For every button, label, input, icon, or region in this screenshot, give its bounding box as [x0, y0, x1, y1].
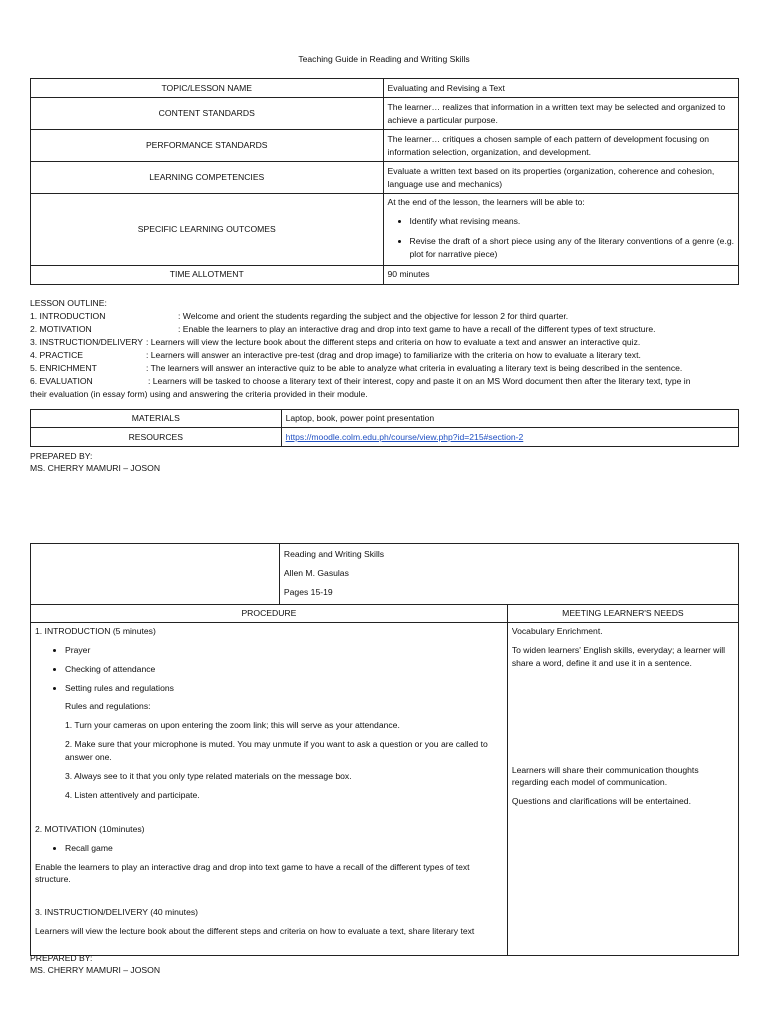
- instruction-text: Learners will view the lecture book about the different steps and criteria on how to evaluate a text, share literary text: [35, 926, 475, 937]
- prepared-by-label: PREPARED BY:: [30, 953, 93, 963]
- materials-label: MATERIALS: [31, 410, 282, 428]
- list-item: [30, 310, 568, 323]
- table-row: [31, 544, 739, 605]
- instruction-heading: 3. INSTRUCTION/DELIVERY (40 minutes): [35, 907, 199, 918]
- outline-label: 2. MOTIVATION: [30, 324, 92, 334]
- book-info: [279, 544, 738, 605]
- table-row: [31, 162, 739, 194]
- materials-table: [30, 409, 739, 447]
- table-row: [31, 79, 739, 98]
- row-label: SPECIFIC LEARNING OUTCOMES: [31, 194, 384, 266]
- row-label: PERFORMANCE STANDARDS: [31, 130, 384, 162]
- outline-label: 6. EVALUATION: [30, 376, 93, 386]
- list-item: [30, 323, 656, 336]
- outline-text: : Welcome and orient the students regarding the subject and the objective for lesson 2 for third quarter.: [178, 311, 569, 321]
- table-row: [31, 130, 739, 162]
- rule-item: 1. Turn your cameras on upon entering the zoom link; this will serve as your attendance.: [65, 720, 400, 731]
- outcomes-intro: At the end of the lesson, the learners will be able to:: [387, 197, 585, 207]
- list-item: • Checking of attendance: [65, 663, 503, 676]
- rule-item: 2. Make sure that your microphone is muted. You may unmute if you want to ask a question or you are called to answer one.: [65, 739, 488, 763]
- table-row: [31, 428, 739, 447]
- table-row: [31, 410, 739, 428]
- prepared-by-name: MS. CHERRY MAMURI – JOSON: [30, 462, 161, 473]
- row-value: [383, 194, 739, 266]
- rule-item: 4. Listen attentively and participate.: [65, 789, 200, 800]
- row-value: The learner… realizes that information in a written text may be selected and organized to achieve a particular purpose.: [383, 98, 739, 130]
- outline-text: : The learners will answer an interactive quiz to be able to analyze what criteria in evaluating a literary text is being described in the sentence.: [146, 363, 683, 373]
- resources-value: [281, 428, 738, 447]
- book-title: Reading and Writing Skills: [283, 549, 385, 559]
- list-item: • Setting rules and regulations: [65, 682, 503, 695]
- book-pages: Pages 15-19: [283, 587, 333, 597]
- outline-text: : Learners will answer an interactive pre-test (drag and drop image) to familiarize with the criteria on how to evaluate a literary text.: [146, 350, 641, 360]
- list-item: [30, 336, 640, 349]
- motivation-text: Enable the learners to play an interactive drag and drop into text game to have a recall of the different types of text structure.: [35, 861, 470, 885]
- row-label: CONTENT STANDARDS: [31, 98, 384, 130]
- resources-link[interactable]: https://moodle.colm.edu.ph/course/view.php?id=215#section-2: [285, 431, 524, 442]
- row-label: TIME ALLOTMENT: [31, 265, 384, 284]
- outline-heading: LESSON OUTLINE:: [30, 298, 107, 308]
- needs-heading: Vocabulary Enrichment.: [511, 625, 603, 636]
- prepared-by-footer: [30, 953, 160, 976]
- motivation-heading: 2. MOTIVATION (10minutes): [35, 823, 145, 834]
- list-item: • Revise the draft of a short piece using any of the literary conventions of a genre (e.g. plot for narrative piece): [410, 235, 735, 261]
- needs-text: Learners will share their communication thoughts regarding each model of communication.: [511, 764, 699, 788]
- needs-text: Questions and clarifications will be entertained.: [511, 796, 691, 807]
- row-label: TOPIC/LESSON NAME: [31, 79, 384, 98]
- list-item: [30, 349, 641, 362]
- row-value: Evaluating and Revising a Text: [383, 79, 739, 98]
- outline-label: 5. ENRICHMENT: [30, 363, 97, 373]
- outline-label: 3. INSTRUCTION/DELIVERY: [30, 337, 144, 347]
- procedure-table: [30, 543, 739, 956]
- materials-value: Laptop, book, power point presentation: [281, 410, 738, 428]
- book-author: Allen M. Gasulas: [283, 568, 349, 578]
- motivation-list: [35, 842, 503, 855]
- prepared-by-name: MS. CHERRY MAMURI – JOSON: [30, 964, 161, 975]
- procedure-header: PROCEDURE: [31, 605, 508, 623]
- list-item: [30, 375, 690, 388]
- list-item: • Recall game: [65, 842, 503, 855]
- rules-heading: Rules and regulations:: [65, 701, 151, 712]
- needs-header: MEETING LEARNER'S NEEDS: [507, 605, 738, 623]
- page-title: Teaching Guide in Reading and Writing Skills: [298, 54, 470, 64]
- row-value: Evaluate a written text based on its properties (organization, coherence and cohesion, language use and mechanics): [383, 162, 739, 194]
- rule-item: 3. Always see to it that you only type related materials on the message box.: [65, 771, 352, 782]
- prepared-by-label: PREPARED BY:: [30, 451, 93, 461]
- outline-continuation: their evaluation (in essay form) using and answering the criteria provided in their module.: [30, 389, 368, 399]
- row-value: The learner… critiques a chosen sample of each pattern of development focusing on information selection, organization, and development.: [383, 130, 739, 162]
- table-row: [31, 194, 739, 266]
- outcomes-list: [388, 215, 735, 261]
- table-row: [31, 98, 739, 130]
- prepared-by: [30, 451, 160, 474]
- row-label: LEARNING COMPETENCIES: [31, 162, 384, 194]
- list-item: [30, 362, 682, 375]
- intro-heading: 1. INTRODUCTION (5 minutes): [35, 625, 156, 636]
- intro-list: [35, 644, 503, 695]
- outline-label: 4. PRACTICE: [30, 350, 84, 360]
- rules-block: [35, 700, 503, 801]
- procedure-content: [31, 622, 508, 955]
- row-value: 90 minutes: [383, 265, 739, 284]
- table-row: [31, 605, 739, 623]
- outline-label: 1. INTRODUCTION: [30, 311, 106, 321]
- list-item: • Prayer: [65, 644, 503, 657]
- outline-text: : Enable the learners to play an interactive drag and drop into text game to have a recall of the different types of text structure.: [178, 324, 656, 334]
- table-row: [31, 265, 739, 284]
- table-row: [31, 622, 739, 955]
- needs-text: To widen learners' English skills, everyday; a learner will share a word, define it and use it in a sentence.: [511, 644, 726, 668]
- outline-text: : Learners will view the lecture book about the different steps and criteria on how to evaluate a text and answer an interactive quiz.: [146, 337, 641, 347]
- outline-text: : Learners will be tasked to choose a literary text of their interest, copy and paste it on an MS Word document then after the literary text, type in: [148, 376, 691, 386]
- resources-label: RESOURCES: [31, 428, 282, 447]
- guide-table: [30, 78, 739, 285]
- list-item: • Identify what revising means.: [410, 215, 735, 228]
- needs-content: [507, 622, 738, 955]
- empty-cell: [31, 544, 280, 605]
